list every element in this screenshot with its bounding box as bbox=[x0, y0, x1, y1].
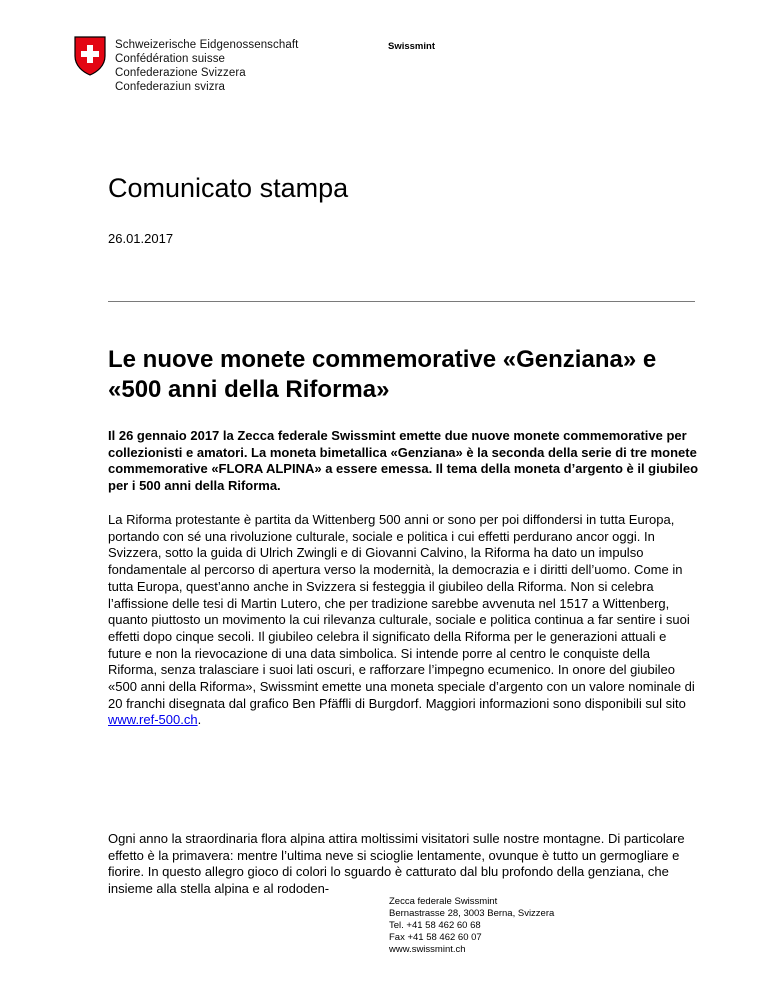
divider bbox=[108, 301, 695, 302]
lead-paragraph: Il 26 gennaio 2017 la Zecca federale Swissmint emette due nuove monete commemorative per collezionisti e amatori. La moneta bimetallica «Genziana» è la seconda della serie di tre monete commemorative «FLORA ALPINA» a essere emessa. Il tema della moneta d’argento è il giubileo per i 500 anni della Riforma. bbox=[108, 428, 699, 494]
unit-name: Swissmint bbox=[388, 41, 435, 52]
swiss-crest-icon bbox=[73, 36, 107, 76]
footer-fax: Fax +41 58 462 60 07 bbox=[389, 932, 482, 943]
footer-web: www.swissmint.ch bbox=[389, 944, 466, 955]
confederation-rm: Confederaziun svizra bbox=[115, 81, 226, 93]
confederation-name bbox=[115, 38, 298, 94]
body-paragraph-2: Ogni anno la straordinaria flora alpina attira moltissimi visitatori sulle nostre montagne. Di particolare effetto è la primavera: mentre l’ultima neve si scioglie lentamente, ovunque è tutto un germogliare e fiorire. In questo allegro gioco di colori lo sguardo è catturato dal blu profondo della genziana, che insieme alla stella alpina e al rododen- bbox=[108, 831, 685, 897]
confederation-fr: Confédération suisse bbox=[115, 53, 226, 65]
page-title: Le nuove monete commemorative «Genziana» e «500 anni della Riforma» bbox=[108, 346, 657, 403]
footer-org: Zecca federale Swissmint bbox=[389, 896, 498, 907]
footer-tel: Tel. +41 58 462 60 68 bbox=[389, 920, 481, 931]
confederation-it: Confederazione Svizzera bbox=[115, 67, 246, 79]
ref-500-link[interactable]: www.ref-500.ch bbox=[108, 712, 198, 728]
body-paragraph-1 bbox=[108, 512, 698, 729]
confederation-de: Schweizerische Eidgenossenschaft bbox=[115, 39, 299, 51]
body-paragraph-1-text: La Riforma protestante è partita da Wittenberg 500 anni or sono per poi diffondersi in tutta Europa, portando con sé una rivoluzione culturale, sociale e politica i cui effetti perdurano ancor oggi. In Svizzera, sotto la guida di Ulrich Zwingli e di Giovanni Calvino, la Riforma ha dato un impulso fondamentale al percorso di apertura verso la modernità, la democrazia e i diritti dell’uomo. Come in tutta Europa, quest’anno anche in Svizzera si festeggia il giubileo della Riforma. Non si celebra l’affissione delle tesi di Martin Lutero, che per tradizione sarebbe avvenuta nel 1517 a Wittenberg, quanto piuttosto un movimento la cui rilevanza culturale, sociale e politica continua a far sentire i suoi effetti dopo cinque secoli. Il giubileo celebra il significato della Riforma per le generazioni attuali e future e non la rievocazione di una data simbolica. Si intende porre al centro le conquiste della Riforma, senza tralasciare i suoi lati oscuri, e rafforzare l’impegno ecumenico. In onore del giubileo «500 anni della Riforma», Swissmint emette una moneta speciale d’argento con un valore nominale di 20 franchi disegnata dal grafico Ben Pfäffli di Burgdorf. Maggiori informazioni sono disponibili sul sito bbox=[108, 512, 695, 711]
footer-contact bbox=[389, 896, 554, 956]
document-date: 26.01.2017 bbox=[108, 231, 174, 246]
footer-address: Bernastrasse 28, 3003 Berna, Svizzera bbox=[389, 908, 555, 919]
document-type: Comunicato stampa bbox=[108, 173, 349, 203]
link-trailing-period: . bbox=[197, 712, 202, 728]
